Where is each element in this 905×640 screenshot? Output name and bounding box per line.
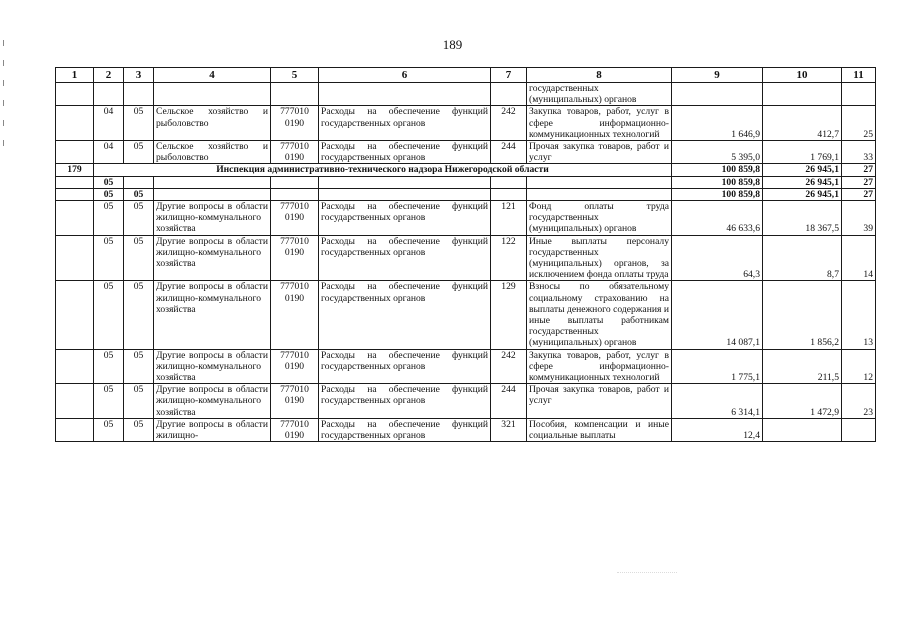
cell-c6: Расходы на обеспечение функций государственных органов (319, 201, 491, 236)
cell-c10: 211,5 (763, 349, 842, 384)
table-row (56, 418, 876, 441)
cell-c5: 777010 0190 (271, 418, 319, 441)
cell-c4: Другие вопросы в области жилищно- (154, 418, 271, 441)
cell-c9: 100 859,8 (672, 176, 763, 188)
cell-c3: 05 (124, 349, 154, 384)
column-header-8: 8 (527, 68, 672, 83)
cell-c11: 27 (842, 176, 876, 188)
cell-c11: 23 (842, 384, 876, 419)
cell-c10: 1 472,9 (763, 384, 842, 419)
cell-c4 (154, 83, 271, 106)
cell-c1 (56, 83, 94, 106)
cell-c9: 1 646,9 (672, 106, 763, 141)
cell-c1: 179 (56, 164, 94, 176)
cell-c7: 121 (491, 201, 527, 236)
agency-row (56, 164, 876, 176)
cell-c8: Закупка товаров, работ, услуг в сфере информационно-коммуникационных технологий (527, 349, 672, 384)
cell-c4: Другие вопросы в области жилищно-коммунального хозяйства (154, 201, 271, 236)
cell-c6: Расходы на обеспечение функций государственных органов (319, 349, 491, 384)
table-row (56, 235, 876, 281)
cell-c6: Расходы на обеспечение функций государственных органов (319, 384, 491, 419)
cell-c6: Расходы на обеспечение функций государственных органов (319, 235, 491, 281)
cell-c11: 33 (842, 141, 876, 164)
cell-c8: Фонд оплаты труда государственных (муниципальных) органов (527, 201, 672, 236)
cell-c3: 05 (124, 106, 154, 141)
cell-c6: Расходы на обеспечение функций государственных органов (319, 106, 491, 141)
cell-c8: Пособия, компенсации и иные социальные выплаты (527, 418, 672, 441)
cell-c7: 244 (491, 141, 527, 164)
page-number: 189 (442, 37, 463, 52)
cell-c7: 244 (491, 384, 527, 419)
cell-c4: Сельское хозяйство и рыболовство (154, 106, 271, 141)
column-header-1: 1 (56, 68, 94, 83)
cell-c3: 05 (124, 141, 154, 164)
cell-c9: 64,3 (672, 235, 763, 281)
cell-c5: 777010 0190 (271, 349, 319, 384)
cell-c5: 777010 0190 (271, 201, 319, 236)
cell-c7: 321 (491, 418, 527, 441)
cell-c2: 05 (94, 349, 124, 384)
cell-c2: 05 (94, 384, 124, 419)
cell-c5 (271, 83, 319, 106)
cell-c7: 242 (491, 349, 527, 384)
cell-c3: 05 (124, 281, 154, 349)
cell-c4: Другие вопросы в области жилищно-коммунального хозяйства (154, 384, 271, 419)
cell-c11: 12 (842, 349, 876, 384)
cell-c9: 46 633,6 (672, 201, 763, 236)
table-body (56, 83, 876, 442)
cell-c4 (154, 176, 271, 188)
cell-c4: Другие вопросы в области жилищно-коммунального хозяйства (154, 235, 271, 281)
cell-c9: 6 314,1 (672, 384, 763, 419)
agency-title: Инспекция административно-технического надзора Нижегородской области (94, 164, 672, 176)
cell-c1 (56, 201, 94, 236)
cell-c2: 05 (94, 176, 124, 188)
cell-c2: 04 (94, 141, 124, 164)
table-header-row (56, 68, 876, 83)
subtotal-row (56, 176, 876, 188)
cell-c3 (124, 176, 154, 188)
column-header-4: 4 (154, 68, 271, 83)
cell-c9 (672, 83, 763, 106)
table-row (56, 349, 876, 384)
cell-c2: 05 (94, 418, 124, 441)
cell-c10 (763, 418, 842, 441)
cell-c10: 26 945,1 (763, 164, 842, 176)
table-row (56, 384, 876, 419)
cell-c1 (56, 106, 94, 141)
cell-c5: 777010 0190 (271, 384, 319, 419)
cell-c1 (56, 384, 94, 419)
cell-c11 (842, 418, 876, 441)
cell-c2: 05 (94, 201, 124, 236)
cell-c11: 13 (842, 281, 876, 349)
cell-c9: 12,4 (672, 418, 763, 441)
cell-c3: 05 (124, 418, 154, 441)
column-header-3: 3 (124, 68, 154, 83)
cell-c4: Сельское хозяйство и рыболовство (154, 141, 271, 164)
cell-c8: Прочая закупка товаров, работ и услуг (527, 141, 672, 164)
cell-c1 (56, 188, 94, 200)
cell-c4 (154, 188, 271, 200)
cell-c5: 777010 0190 (271, 106, 319, 141)
cell-c8: Прочая закупка товаров, работ и услуг (527, 384, 672, 419)
cell-c2: 04 (94, 106, 124, 141)
budget-table-container (55, 67, 875, 442)
cell-c1 (56, 349, 94, 384)
cell-c6 (319, 83, 491, 106)
column-header-9: 9 (672, 68, 763, 83)
cell-c11: 39 (842, 201, 876, 236)
cell-c2: 05 (94, 235, 124, 281)
cell-c4: Другие вопросы в области жилищно-коммунального хозяйства (154, 349, 271, 384)
table-row (56, 106, 876, 141)
table-row (56, 281, 876, 349)
cell-c7 (491, 188, 527, 200)
cell-c7: 242 (491, 106, 527, 141)
cell-c2: 05 (94, 281, 124, 349)
cell-c8 (527, 176, 672, 188)
cell-c6: Расходы на обеспечение функций государственных органов (319, 141, 491, 164)
cell-c7 (491, 83, 527, 106)
cell-c1 (56, 176, 94, 188)
cell-c6: Расходы на обеспечение функций государственных органов (319, 418, 491, 441)
cell-c11: 25 (842, 106, 876, 141)
cell-c7: 122 (491, 235, 527, 281)
cell-c1 (56, 141, 94, 164)
column-header-2: 2 (94, 68, 124, 83)
scan-margin-marks (3, 40, 6, 220)
column-header-11: 11 (842, 68, 876, 83)
cell-c1 (56, 418, 94, 441)
scan-artifact (617, 560, 677, 573)
cell-c11: 27 (842, 164, 876, 176)
cell-c9: 100 859,8 (672, 188, 763, 200)
cell-c10: 26 945,1 (763, 176, 842, 188)
cell-c6 (319, 176, 491, 188)
cell-c2: 05 (94, 188, 124, 200)
subtotal-row (56, 188, 876, 200)
cell-c6: Расходы на обеспечение функций государственных органов (319, 281, 491, 349)
cell-c8: Закупка товаров, работ, услуг в сфере информационно-коммуникационных технологий (527, 106, 672, 141)
cell-c10: 18 367,5 (763, 201, 842, 236)
cell-c3: 05 (124, 201, 154, 236)
cell-c7: 129 (491, 281, 527, 349)
cell-c5: 777010 0190 (271, 281, 319, 349)
cell-c5: 777010 0190 (271, 141, 319, 164)
cell-c11: 27 (842, 188, 876, 200)
cell-c3: 05 (124, 384, 154, 419)
cell-c1 (56, 281, 94, 349)
cell-c10 (763, 83, 842, 106)
table-row (56, 141, 876, 164)
cell-c3: 05 (124, 188, 154, 200)
column-header-6: 6 (319, 68, 491, 83)
budget-table (55, 67, 876, 442)
cell-c3 (124, 83, 154, 106)
cell-c2 (94, 83, 124, 106)
cell-c1 (56, 235, 94, 281)
column-header-5: 5 (271, 68, 319, 83)
column-header-7: 7 (491, 68, 527, 83)
cell-c5 (271, 188, 319, 200)
cell-c6 (319, 188, 491, 200)
cell-c10: 26 945,1 (763, 188, 842, 200)
cell-c5: 777010 0190 (271, 235, 319, 281)
cell-c4: Другие вопросы в области жилищно-коммунального хозяйства (154, 281, 271, 349)
cell-c10: 8,7 (763, 235, 842, 281)
column-header-10: 10 (763, 68, 842, 83)
table-row (56, 201, 876, 236)
cell-c9: 5 395,0 (672, 141, 763, 164)
cell-c7 (491, 176, 527, 188)
cell-c8: Иные выплаты персоналу государственных (муниципальных) органов, за исключением фонда оплаты труда (527, 235, 672, 281)
cell-c10: 1 856,2 (763, 281, 842, 349)
cell-c8 (527, 188, 672, 200)
cell-c8: Взносы по обязательному социальному страхованию на выплаты денежного содержания и иные выплаты работникам государственных (муниципальных) органов (527, 281, 672, 349)
cell-c10: 1 769,1 (763, 141, 842, 164)
cell-c8: государственных (муниципальных) органов (527, 83, 672, 106)
cell-c9: 100 859,8 (672, 164, 763, 176)
cell-c5 (271, 176, 319, 188)
cell-c11: 14 (842, 235, 876, 281)
cell-c9: 14 087,1 (672, 281, 763, 349)
table-row (56, 83, 876, 106)
cell-c11 (842, 83, 876, 106)
cell-c9: 1 775,1 (672, 349, 763, 384)
cell-c3: 05 (124, 235, 154, 281)
cell-c10: 412,7 (763, 106, 842, 141)
